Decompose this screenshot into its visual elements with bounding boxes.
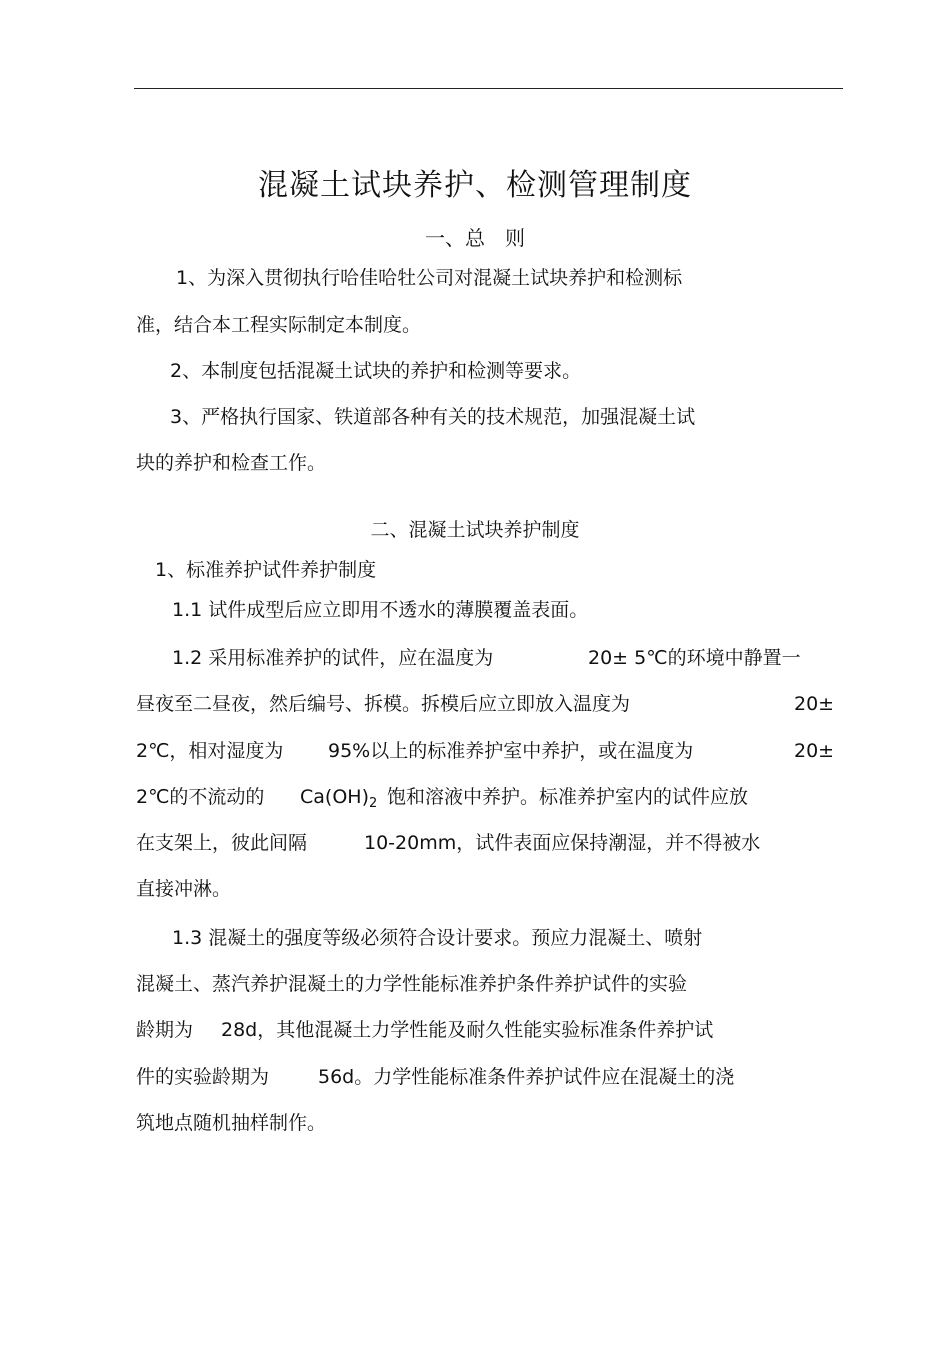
item-1-2-line-4c: 饱和溶液中养护。标准养护室内的试件应放 bbox=[387, 786, 749, 808]
item-1-3-line-4b: 56d。力学性能标准条件养护试件应在混凝土的浇 bbox=[318, 1066, 735, 1088]
item-1-2-line-2a: 昼夜至二昼夜，然后编号、拆模。拆模后应立即放入温度为 bbox=[136, 693, 631, 715]
paragraph-1-line-2: 准，结合本工程实际制定本制度。 bbox=[136, 314, 422, 336]
item-1-heading: 1、标准养护试件养护制度 bbox=[155, 559, 377, 581]
item-1-3-line-4a: 件的实验龄期为 bbox=[136, 1066, 270, 1088]
paragraph-1-line-1: 1、为深入贯彻执行哈佳哈牡公司对混凝土试块养护和检测标 bbox=[176, 267, 683, 289]
item-1-3-line-1: 1.3 混凝土的强度等级必须符合设计要求。预应力混凝土、喷射 bbox=[172, 927, 703, 949]
item-1-2-line-2b: 20± bbox=[794, 693, 835, 715]
item-1-3-line-5: 筑地点随机抽样制作。 bbox=[136, 1112, 327, 1134]
item-1-2-line-1b: 20± 5℃的环境中静置一 bbox=[588, 647, 801, 669]
item-1-2-line-4a: 2℃的不流动的 bbox=[136, 786, 265, 808]
item-1-2-line-3a: 2℃，相对湿度为 bbox=[136, 740, 284, 762]
item-1-1: 1.1 试件成型后应立即用不透水的薄膜覆盖表面。 bbox=[172, 599, 589, 621]
item-1-2-line-5a: 在支架上，彼此间隔 bbox=[136, 832, 308, 854]
paragraph-3-line-2: 块的养护和检查工作。 bbox=[136, 452, 327, 474]
section2-heading: 二、混凝土试块养护制度 bbox=[370, 519, 580, 541]
item-1-2-line-4-formula bbox=[300, 785, 377, 812]
paragraph-3-line-1: 3、严格执行国家、铁道部各种有关的技术规范，加强混凝土试 bbox=[170, 406, 696, 428]
formula-subscript: 2 bbox=[368, 796, 378, 811]
paragraph-2: 2、本制度包括混凝土试块的养护和检测等要求。 bbox=[170, 360, 582, 382]
item-1-3-line-3a: 龄期为 bbox=[136, 1019, 194, 1041]
section1-heading: 一、总 则 bbox=[425, 226, 525, 250]
header-rule bbox=[134, 88, 843, 89]
item-1-2-line-3c: 20± bbox=[794, 740, 835, 762]
item-1-3-line-3b: 28d，其他混凝土力学性能及耐久性能实验标准条件养护试 bbox=[221, 1019, 714, 1041]
item-1-2-line-1a: 1.2 采用标准养护的试件，应在温度为 bbox=[172, 647, 494, 669]
item-1-2-line-3b: 95%以上的标准养护室中养护，或在温度为 bbox=[328, 740, 694, 762]
item-1-2-line-5b: 10-20mm，试件表面应保持潮湿，并不得被水 bbox=[364, 832, 761, 854]
document-title: 混凝土试块养护、检测管理制度 bbox=[258, 168, 692, 203]
item-1-2-line-6: 直接冲淋。 bbox=[136, 878, 232, 900]
item-1-3-line-2: 混凝土、蒸汽养护混凝土的力学性能标准养护条件养护试件的实验 bbox=[136, 973, 688, 995]
calcium-hydroxide-formula: Ca(OH) bbox=[300, 786, 369, 808]
